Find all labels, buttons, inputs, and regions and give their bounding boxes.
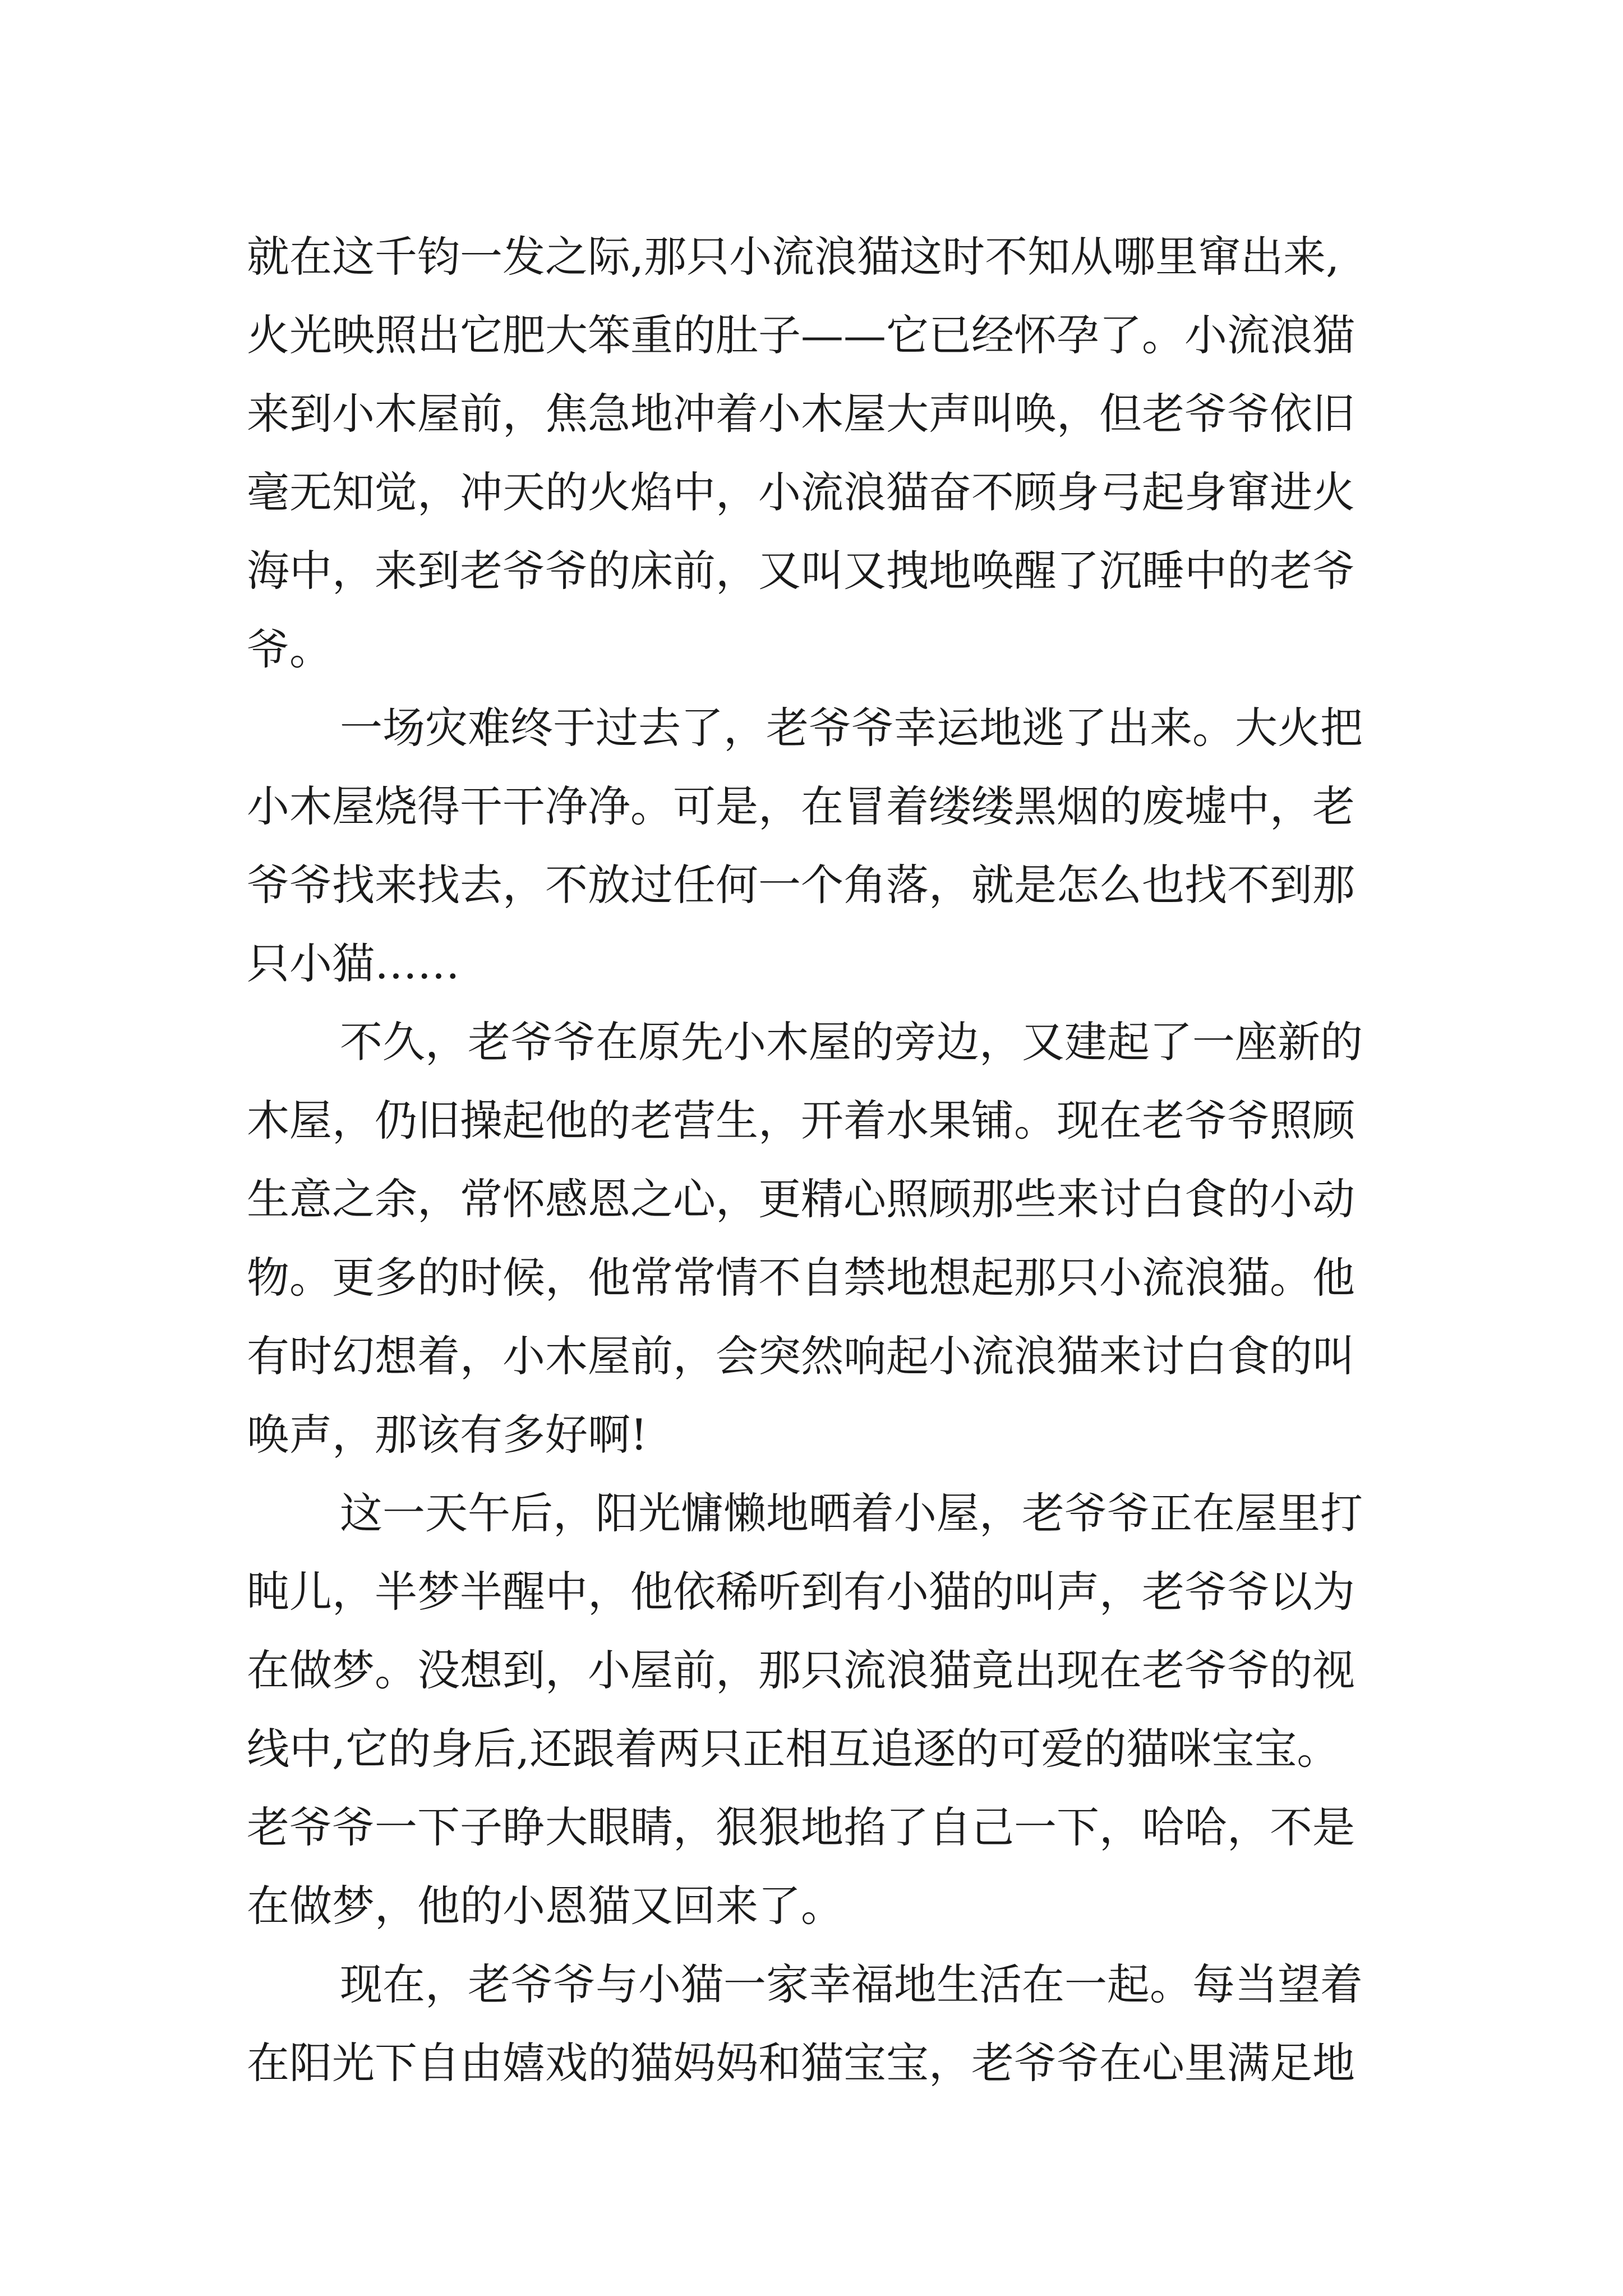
text-line: 不久，老爷爷在原先小木屋的旁边，又建起了一座新的 (340, 1017, 1363, 1067)
text-line: 在做梦。没想到，小屋前，那只流浪猫竟出现在老爷爷的视 (247, 1645, 1355, 1695)
text-line: 有时幻想着，小木屋前，会突然响起小流浪猫来讨白食的叫 (247, 1331, 1355, 1381)
text-line: 火光映照出它肥大笨重的肚子——它已经怀孕了。小流浪猫 (247, 310, 1355, 360)
body-text (247, 218, 1380, 2102)
text-line: 木屋，仍旧操起他的老营生，开着水果铺。现在老爷爷照顾 (247, 1096, 1355, 1145)
text-line: 来到小木屋前，焦急地冲着小木屋大声叫唤，但老爷爷依旧 (247, 389, 1355, 439)
paragraph-4 (247, 1474, 1380, 1945)
text-line: 毫无知觉，冲天的火焰中，小流浪猫奋不顾身弓起身窜进火 (247, 467, 1355, 517)
paragraph-1 (247, 218, 1380, 689)
text-line: 生意之余，常怀感恩之心，更精心照顾那些来讨白食的小动 (247, 1174, 1355, 1224)
text-line: 小木屋烧得干干净净。可是，在冒着缕缕黑烟的废墟中，老 (247, 781, 1355, 831)
paragraph-3 (247, 1003, 1380, 1474)
text-line: 线中,它的身后,还跟着两只正相互追逐的可爱的猫咪宝宝。 (247, 1724, 1340, 1774)
text-line: 物。更多的时候，他常常情不自禁地想起那只小流浪猫。他 (247, 1253, 1355, 1303)
text-line: 一场灾难终于过去了，老爷爷幸运地逃了出来。大火把 (340, 703, 1363, 753)
paragraph-2 (247, 689, 1380, 1003)
text-line: 盹儿，半梦半醒中，他依稀听到有小猫的叫声，老爷爷以为 (247, 1567, 1355, 1617)
text-line: 就在这千钧一发之际,那只小流浪猫这时不知从哪里窜出来, (247, 232, 1340, 282)
text-line: 爷。 (247, 624, 332, 674)
text-line: 唤声，那该有多好啊! (247, 1410, 648, 1460)
text-line: 这一天午后，阳光慵懒地晒着小屋，老爷爷正在屋里打 (340, 1488, 1363, 1538)
text-line: 老爷爷一下子睁大眼睛，狠狠地掐了自己一下，哈哈，不是 (247, 1802, 1355, 1852)
text-line: 爷爷找来找去，不放过任何一个角落，就是怎么也找不到那 (247, 860, 1355, 910)
text-line: 现在，老爷爷与小猫一家幸福地生活在一起。每当望着 (340, 1959, 1363, 2009)
text-line: 海中，来到老爷爷的床前，又叫又拽地唤醒了沉睡中的老爷 (247, 546, 1355, 596)
text-line: 只小猫…… (247, 938, 460, 988)
paragraph-5 (247, 1945, 1380, 2102)
text-line: 在阳光下自由嬉戏的猫妈妈和猫宝宝，老爷爷在心里满足地 (247, 2038, 1355, 2088)
text-line: 在做梦，他的小恩猫又回来了。 (247, 1881, 843, 1931)
